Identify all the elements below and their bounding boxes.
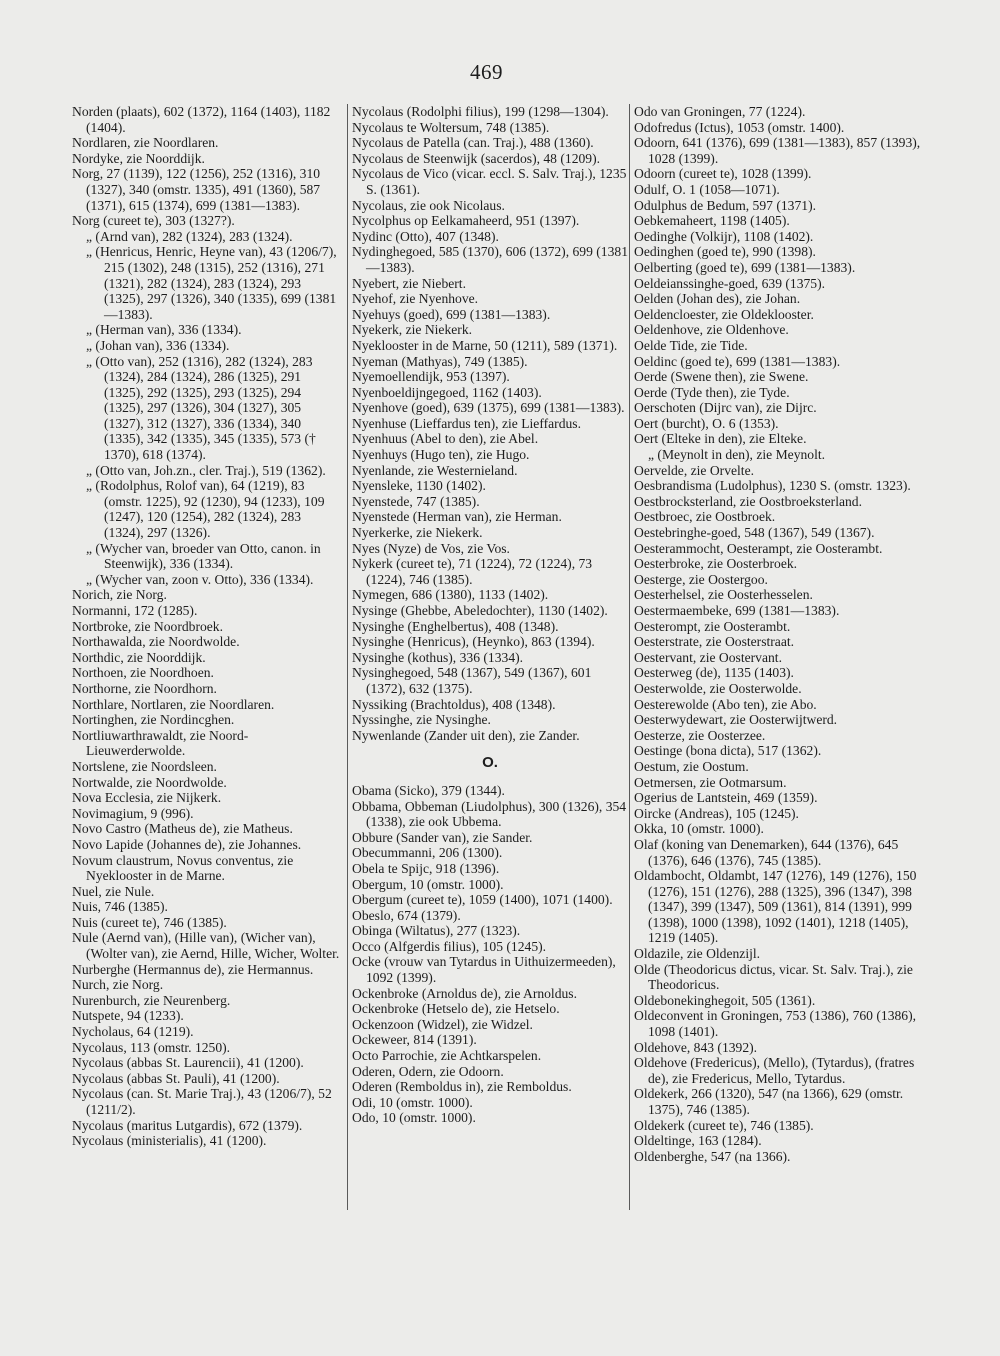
index-entry: Oedinghe (Volkijr), 1108 (1402). <box>634 228 814 244</box>
index-entry: Oesterweg (de), 1135 (1403). <box>634 665 794 681</box>
index-entry: Oircke (Andreas), 105 (1245). <box>634 805 799 821</box>
index-entry: Oesterhelsel, zie Oosterhesselen. <box>634 587 813 603</box>
index-subentry: „ (Wycher van, broeder van Otto, canon. in Steenwijk), 336 (1334). <box>86 540 321 572</box>
index-entry: Nutspete, 94 (1233). <box>72 1008 184 1024</box>
index-entry: Novum claustrum, Novus conventus, zie Nyeklooster in de Marne. <box>72 852 294 884</box>
index-entry: Nyemoellendijk, 953 (1397). <box>352 369 510 385</box>
index-entry: Nortslene, zie Noordsleen. <box>72 758 217 774</box>
index-entry: Oestbrocksterland, zie Oostbroeksterland. <box>634 493 863 509</box>
index-entry: Nyenhuys (Hugo ten), zie Hugo. <box>352 447 530 463</box>
index-column-2-section-entries <box>352 783 628 1126</box>
index-entry: Nule (Aernd van), (Hille van), (Wicher van), (Wolter van), zie Aernd, Hille, Wicher, Wolter. <box>72 930 340 962</box>
index-entry: Nyerkerke, zie Niekerk. <box>352 525 483 541</box>
index-entry: Oestervant, zie Oostervant. <box>634 649 782 665</box>
index-entry: Obbure (Sander van), zie Sander. <box>352 829 533 845</box>
index-entry: Ockenbroke (Arnoldus de), zie Arnoldus. <box>352 985 577 1001</box>
index-subentry: „ (Wycher van, zoon v. Otto), 336 (1334). <box>86 571 314 587</box>
index-entry: Nycolaus de Vico (vicar. eccl. S. Salv. Traj.), 1235 S. (1361). <box>352 166 627 197</box>
index-entry: Nyensleke, 1130 (1402). <box>352 478 486 494</box>
index-entry: Nycolaus te Woltersum, 748 (1385). <box>352 119 550 135</box>
index-column-3 <box>634 104 926 1164</box>
index-entry: Oestinge (bona dicta), 517 (1362). <box>634 743 822 759</box>
index-subentry: „ (Otto van, Joh.zn., cler. Traj.), 519 (1362). <box>86 462 326 478</box>
index-entry: Oestbroec, zie Oostbroek. <box>634 509 776 525</box>
index-entry: Nysinghe (kothus), 336 (1334). <box>352 649 524 665</box>
index-entry: Nyenhuus (Abel to den), zie Abel. <box>352 431 539 447</box>
index-entry: Nova Ecclesia, zie Nijkerk. <box>72 790 222 806</box>
index-entry: Nyenboeldijngegoed, 1162 (1403). <box>352 384 542 400</box>
index-entry: Nycolaus (abbas St. Laurencii), 41 (1200). <box>72 1055 304 1071</box>
index-entry: Oert (burcht), O. 6 (1353). <box>634 415 779 431</box>
index-entry: Nysinghegoed, 548 (1367), 549 (1367), 601 (1372), 632 (1375). <box>352 665 592 696</box>
page-number: 469 <box>470 60 503 84</box>
index-entry: Odoorn (cureet te), 1028 (1399). <box>634 166 812 182</box>
index-entry: Nysinghe (Enghelbertus), 408 (1348). <box>352 618 559 634</box>
index-entry: Oerde (Swene then), zie Swene. <box>634 369 809 385</box>
index-entry: Nyssinghe, zie Nysinghe. <box>352 712 491 728</box>
index-column-2 <box>352 104 628 1126</box>
index-entry: Nuis (cureet te), 746 (1385). <box>72 914 227 930</box>
index-entry: Nydinc (Otto), 407 (1348). <box>352 228 499 244</box>
index-entry: Oesterstrate, zie Oosterstraat. <box>634 634 795 650</box>
section-heading: O. <box>482 754 498 772</box>
index-entry: Nortinghen, zie Nordincghen. <box>72 712 235 728</box>
index-entry: Oldebonekinghegoit, 505 (1361). <box>634 992 816 1008</box>
index-entry: Ockenbroke (Hetselo de), zie Hetselo. <box>352 1001 560 1017</box>
index-entry: Odoorn, 641 (1376), 699 (1381—1383), 857 (1393), 1028 (1399). <box>634 135 921 166</box>
index-entry: Oesterze, zie Oosterzee. <box>634 727 766 743</box>
index-entry: Nyenstede (Herman van), zie Herman. <box>352 509 562 525</box>
index-entry: Nycolaus de Patella (can. Traj.), 488 (1360). <box>352 135 594 151</box>
index-entry: Oestermaembeke, 699 (1381—1383). <box>634 603 840 618</box>
index-entry: Oldehove, 843 (1392). <box>634 1039 758 1055</box>
index-entry: Nysinghe (Henricus), (Heynko), 863 (1394). <box>352 634 595 650</box>
column-divider <box>347 104 348 1210</box>
index-entry: Nymegen, 686 (1380), 1133 (1402). <box>352 587 549 603</box>
index-entry: Odulf, O. 1 (1058—1071). <box>634 181 780 197</box>
index-entry: Nykerk (cureet te), 71 (1224), 72 (1224), 73 (1224), 746 (1385). <box>352 556 593 587</box>
index-entry: Nortliuwarthrawaldt, zie Noord-Lieuwerderwolde. <box>72 727 249 759</box>
index-subentry: „ (Otto van), 252 (1316), 282 (1324), 283 (1324), 284 (1324), 286 (1325), 291 (1325), 292 (1325), 293 (1325), 294 (1325), 297 (1326), 304 (1327), 305 (1327), 312 (1327), 336 (1334), 340 (1335), 342 (1335), 345 (1335), 573 († 1370), 618 (1374). <box>86 353 316 463</box>
index-entry: Nyebert, zie Niebert. <box>352 275 466 291</box>
index-entry: Norg (cureet te), 303 (1327?). <box>72 213 235 229</box>
index-column-1 <box>72 104 344 1149</box>
index-entry: Oesbrandisma (Ludolphus), 1230 S. (omstr. 1323). <box>634 478 911 494</box>
index-entry: Norden (plaats), 602 (1372), 1164 (1403), 1182 (1404). <box>72 104 331 135</box>
index-entry: Northorne, zie Noordhorn. <box>72 680 217 696</box>
index-subentry: „ (Henricus, Henric, Heyne van), 43 (1206/7), 215 (1302), 248 (1315), 252 (1316), 271 (1321), 282 (1324), 283 (1324), 293 (1325), 297 (1326), 340 (1335), 699 (1381—1383). <box>86 244 337 322</box>
index-entry: Ocke (vrouw van Tytardus in Uithuizermeeden), 1092 (1399). <box>352 954 616 986</box>
index-entry: Nurenburch, zie Neurenberg. <box>72 992 231 1008</box>
index-subentry: „ (Meynolt in den), zie Meynolt. <box>648 447 826 463</box>
index-entry: Nycolaus, zie ook Nicolaus. <box>352 197 505 213</box>
index-entry: Oelde Tide, zie Tide. <box>634 337 748 353</box>
index-entry: Nyenstede, 747 (1385). <box>352 493 480 509</box>
index-entry: Nortbroke, zie Noordbroek. <box>72 618 223 634</box>
index-entry: Oervelde, zie Orvelte. <box>634 462 755 478</box>
index-entry: Nuis, 746 (1385). <box>72 899 168 915</box>
index-entry: Oelberting (goed te), 699 (1381—1383). <box>634 259 856 275</box>
index-entry: Obeslo, 674 (1379). <box>352 907 461 923</box>
index-subentry: „ (Johan van), 336 (1334). <box>86 337 230 353</box>
index-entry: Odi, 10 (omstr. 1000). <box>352 1094 473 1110</box>
index-entry: Oldeconvent in Groningen, 753 (1386), 760 (1386), 1098 (1401). <box>634 1008 917 1040</box>
index-entry: Oerschoten (Dijrc van), zie Dijrc. <box>634 400 817 416</box>
index-entry: Nortwalde, zie Noordwolde. <box>72 774 227 790</box>
index-entry: Obbama, Obbeman (Liudolphus), 300 (1326), 354 (1338), zie ook Ubbema. <box>352 798 627 830</box>
index-entry: Oldehove (Fredericus), (Mello), (Tytardus), (fratres de), zie Fredericus, Mello, Tytardus. <box>634 1055 915 1086</box>
index-entry: Nycolaus (maritus Lutgardis), 672 (1379). <box>72 1117 303 1133</box>
index-entry: Nycolphus op Eelkamaheerd, 951 (1397). <box>352 213 580 229</box>
index-entry: Oebkemaheert, 1198 (1405). <box>634 213 790 229</box>
index-entry: Okka, 10 (omstr. 1000). <box>634 821 764 837</box>
index-entry: Nyenhuse (Lieffardus ten), zie Lieffardus. <box>352 415 581 431</box>
index-entry: Odo, 10 (omstr. 1000). <box>352 1110 476 1126</box>
index-entry: Nydinghegoed, 585 (1370), 606 (1372), 699 (1381—1383). <box>352 244 628 275</box>
index-entry: Oesterwolde, zie Oosterwolde. <box>634 680 802 696</box>
index-entry: Novimagium, 9 (996). <box>72 805 194 821</box>
index-entry: Oelden (Johan des), zie Johan. <box>634 291 801 307</box>
index-entry: Nyenlande, zie Westernieland. <box>352 462 518 478</box>
index-entry: Northawalda, zie Noordwolde. <box>72 634 240 650</box>
index-entry: Obergum, 10 (omstr. 1000). <box>352 876 504 892</box>
index-entry: Nycolaus (can. St. Marie Traj.), 43 (1206/7), 52 (1211/2). <box>72 1086 332 1117</box>
index-entry: Oderen, Odern, zie Odoorn. <box>352 1063 504 1079</box>
index-entry: Northlare, Nortlaren, zie Noordlaren. <box>72 696 275 712</box>
index-entry: Oestebringhe-goed, 548 (1367), 549 (1367). <box>634 525 875 541</box>
index-entry: Nyekerk, zie Niekerk. <box>352 322 473 338</box>
index-entry: Normanni, 172 (1285). <box>72 603 198 618</box>
index-entry: Nordyke, zie Noorddijk. <box>72 150 205 166</box>
index-entry: Ogerius de Lantstein, 469 (1359). <box>634 790 818 806</box>
index-entry: Nysinge (Ghebbe, Abeledochter), 1130 (1402). <box>352 603 608 618</box>
index-entry: Oldambocht, Oldambt, 147 (1276), 149 (1276), 150 (1276), 151 (1276), 288 (1325), 396 (1347), 398 (1347), 399 (1347), 509 (1361), 814 (1391), 999 (1398), 1000 (1398), 1092 (1401), 1218 (1405), 1219 (1405). <box>634 868 917 946</box>
index-entry: Oestum, zie Oostum. <box>634 758 749 774</box>
index-entry: Nycholaus, 64 (1219). <box>72 1024 194 1040</box>
index-entry: Novo Castro (Matheus de), zie Matheus. <box>72 821 293 837</box>
index-entry: Nyenhove (goed), 639 (1375), 699 (1381—1383). <box>352 400 625 416</box>
index-entry: Ockeweer, 814 (1391). <box>352 1032 477 1048</box>
index-entry: Norich, zie Norg. <box>72 587 167 603</box>
index-entry: Obama (Sicko), 379 (1344). <box>352 782 505 798</box>
index-entry: Nurberghe (Hermannus de), zie Hermannus. <box>72 961 314 977</box>
index-entry: Obergum (cureet te), 1059 (1400), 1071 (1400). <box>352 892 613 908</box>
index-entry: Nycolaus de Steenwijk (sacerdos), 48 (1209). <box>352 150 601 166</box>
index-entry: Nyehof, zie Nyenhove. <box>352 291 479 307</box>
index-entry: Nyehuys (goed), 699 (1381—1383). <box>352 306 551 322</box>
index-entry: Obela te Spijc, 918 (1396). <box>352 860 500 876</box>
index-entry: Nyes (Nyze) de Vos, zie Vos. <box>352 540 510 556</box>
column-divider <box>629 104 630 1210</box>
index-entry: Oldekerk, 266 (1320), 547 (na 1366), 629 (omstr. 1375), 746 (1385). <box>634 1086 904 1117</box>
index-entry: Oeldeianssinghe-goed, 639 (1375). <box>634 275 826 291</box>
index-entry: Oesterwydewart, zie Oosterwijtwerd. <box>634 712 838 728</box>
index-entry: Oesterge, zie Oostergoo. <box>634 571 768 587</box>
index-entry: Oesterammocht, Oesterampt, zie Oosterambt. <box>634 540 883 556</box>
index-entry: Oeldenhove, zie Oldenhove. <box>634 322 789 338</box>
index-entry: Olde (Theodoricus dictus, vicar. St. Salv. Traj.), zie Theodoricus. <box>634 961 913 993</box>
index-entry: Novo Lapide (Johannes de), zie Johannes. <box>72 836 302 852</box>
index-entry: Nycolaus (ministerialis), 41 (1200). <box>72 1133 267 1149</box>
index-entry: Oert (Elteke in den), zie Elteke. <box>634 431 807 447</box>
index-entry: Octo Parrochie, zie Achtkarspelen. <box>352 1048 542 1064</box>
index-entry: Northdic, zie Noorddijk. <box>72 649 206 665</box>
index-entry: Nycolaus, 113 (omstr. 1250). <box>72 1039 231 1055</box>
index-entry: Northoen, zie Noordhoen. <box>72 665 214 681</box>
index-entry: Oeldencloester, zie Oldeklooster. <box>634 306 814 322</box>
index-entry: Oesterompt, zie Oosterambt. <box>634 618 791 634</box>
index-entry: Oetmersen, zie Ootmarsum. <box>634 774 787 790</box>
index-entry: Oldeltinge, 163 (1284). <box>634 1133 762 1149</box>
index-entry: Odofredus (Ictus), 1053 (omstr. 1400). <box>634 119 845 135</box>
index-entry: Nurch, zie Norg. <box>72 977 164 993</box>
index-entry: Obecummanni, 206 (1300). <box>352 845 503 861</box>
index-entry: Nywenlande (Zander uit den), zie Zander. <box>352 727 580 743</box>
index-entry: Occo (Alfgerdis filius), 105 (1245). <box>352 938 547 954</box>
index-entry: Oesterewolde (Abo ten), zie Abo. <box>634 696 817 712</box>
index-entry: Nycolaus (Rodolphi filius), 199 (1298—1304). <box>352 104 609 119</box>
index-entry: Nyssiking (Brachtoldus), 408 (1348). <box>352 696 556 712</box>
index-column-2-entries <box>352 104 628 743</box>
index-entry: Oerde (Tyde then), zie Tyde. <box>634 384 790 400</box>
index-subentry: „ (Arnd van), 282 (1324), 283 (1324). <box>86 228 293 244</box>
index-entry: Olaf (koning van Denemarken), 644 (1376), 645 (1376), 646 (1376), 745 (1385). <box>634 836 899 868</box>
index-entry: Odo van Groningen, 77 (1224). <box>634 104 806 119</box>
index-entry: Oedinghen (goed te), 990 (1398). <box>634 244 816 260</box>
index-entry: Norg, 27 (1139), 122 (1256), 252 (1316), 310 (1327), 340 (omstr. 1335), 491 (1360), 587 (1371), 615 (1374), 699 (1381—1383). <box>72 166 321 213</box>
index-entry: Nycolaus (abbas St. Pauli), 41 (1200). <box>72 1070 280 1086</box>
index-subentry: „ (Herman van), 336 (1334). <box>86 322 242 338</box>
index-entry: Obinga (Wiltatus), 277 (1323). <box>352 923 521 939</box>
index-entry: Odulphus de Bedum, 597 (1371). <box>634 197 816 213</box>
index-entry: Nyeklooster in de Marne, 50 (1211), 589 (1371). <box>352 337 618 353</box>
index-entry: Oesterbroke, zie Oosterbroek. <box>634 556 798 572</box>
index-entry: Nuel, zie Nule. <box>72 883 155 899</box>
index-entry: Ockenzoon (Widzel), zie Widzel. <box>352 1016 533 1032</box>
index-entry: Oderen (Remboldus in), zie Remboldus. <box>352 1079 572 1095</box>
index-entry: Oldekerk (cureet te), 746 (1385). <box>634 1117 814 1133</box>
index-entry: Nyeman (Mathyas), 749 (1385). <box>352 353 528 369</box>
index-entry: Oldazile, zie Oldenzijl. <box>634 946 761 962</box>
index-subentry: „ (Rodolphus, Rolof van), 64 (1219), 83 (omstr. 1225), 92 (1230), 94 (1233), 109 (1247), 120 (1254), 282 (1324), 283 (1324), 297 (1326). <box>86 478 325 541</box>
index-entry: Oeldinc (goed te), 699 (1381—1383). <box>634 353 841 369</box>
index-entry: Oldenberghe, 547 (na 1366). <box>634 1148 791 1164</box>
index-entry: Nordlaren, zie Noordlaren. <box>72 135 219 151</box>
